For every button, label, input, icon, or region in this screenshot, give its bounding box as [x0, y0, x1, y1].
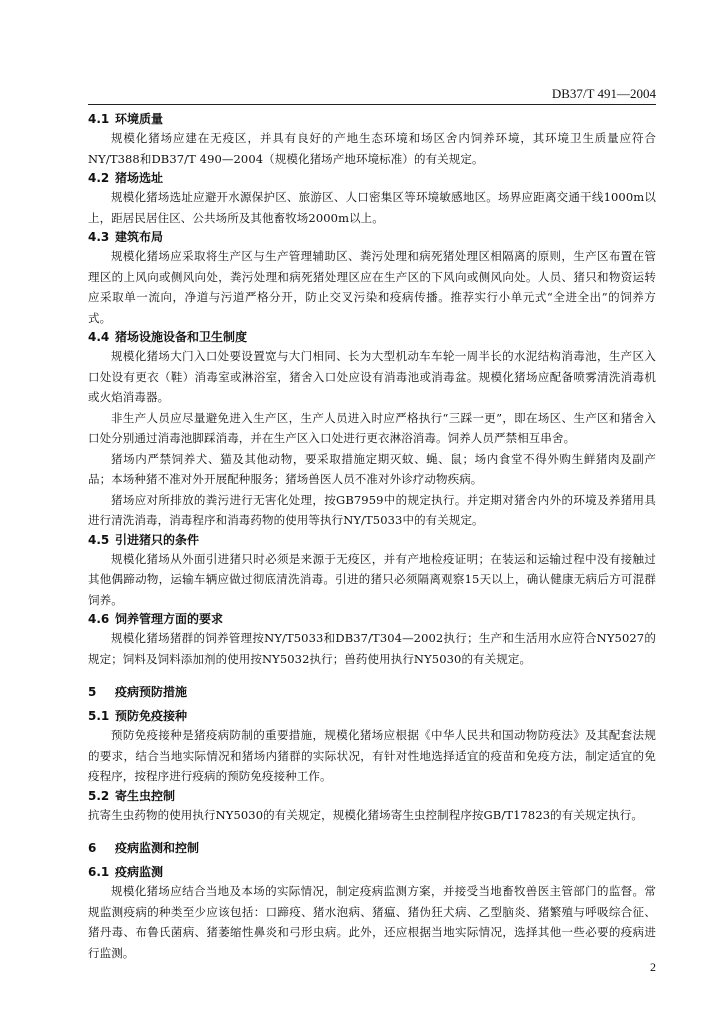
paragraph-s52-0: 抗寄生虫药物的使用执行NY5030的有关规定，规模化猪场寄生虫控制程序按GB/T17823的有关规定执行。: [88, 807, 643, 822]
section-number: 4.3: [88, 230, 110, 244]
section-heading-s6: [88, 839, 656, 857]
section-number: 4.6: [88, 612, 110, 626]
section-heading-s45: [88, 531, 656, 549]
section-number: 4.1: [88, 112, 110, 126]
section-title: 预防免疫接种: [115, 709, 188, 723]
paragraph-s61-0: 规模化猪场应结合当地及本场的实际情况，制定疫病监测方案，并接受当地畜牧兽医主管部门的监督。常规监测疫病的种类至少应该包括：口蹄疫、猪水泡病、猪瘟、猪伪狂犬病、乙型脑炎、猪繁殖与呼吸综合征、猪丹毒、布鲁氏菌病、猪萎缩性鼻炎和弓形虫病。此外，还应根据当地实际情况，选择其他一些必要的疫病进行监测。: [88, 884, 656, 960]
paragraph-s42-0: 规模化猪场选址应避开水源保护区、旅游区、人口密集区等环境敏感地区。场界应距离交通干线1000m以上，距居民居住区、公共场所及其他畜牧场2000m以上。: [88, 190, 656, 225]
standard-code: DB37/T 491—2004: [551, 86, 656, 101]
section-heading-s61: [88, 863, 656, 881]
paragraph-s44-2: 猪场内严禁饲养犬、猫及其他动物，要采取措施定期灭蚊、蝇、鼠；场内食堂不得外购生鲜猪肉及副产品；本场种猪不准对外开展配种服务；猪场兽医人员不准对外诊疗动物疾病。: [88, 451, 656, 486]
header-rule: [88, 104, 656, 105]
section-number: 6: [88, 841, 97, 855]
section-heading-s42: [88, 169, 656, 187]
section-heading-s46: [88, 610, 656, 628]
section-number: 5.1: [88, 709, 110, 723]
section-heading-s51: [88, 707, 656, 725]
section-title: 疫病预防措施: [115, 685, 188, 699]
section-number: 4.4: [88, 330, 110, 344]
paragraph-s41-0: 规模化猪场应建在无疫区，并具有良好的产地生态环境和场区舍内饲养环境，其环境卫生质量应符合NY/T388和DB37/T 490—2004（规模化猪场产地环境标准）的有关规定。: [88, 131, 656, 166]
section-title: 饲养管理方面的要求: [115, 612, 224, 626]
section-title: 猪场设施设备和卫生制度: [115, 330, 248, 344]
section-number: 6.1: [88, 865, 110, 879]
section-heading-s5: [88, 683, 656, 701]
section-number: 5.2: [88, 788, 110, 803]
paragraph-s44-3: 猪场应对所排放的粪污进行无害化处理，按GB7959中的规定执行。并定期对猪舍内外的环境及养猪用具进行清洗消毒，消毒程序和消毒药物的使用等执行NY/T5033中的有关规定。: [88, 492, 656, 527]
section-title: 环境质量: [115, 112, 164, 126]
paragraph-s45-0: 规模化猪场从外面引进猪只时必须是来源于无疫区，并有产地检疫证明；在装运和运输过程中没有接触过其他偶蹄动物，运输车辆应做过彻底清洗消毒。引进的猪只必须隔离观察15天以上，确认健康无病后方可混群饲养。: [88, 551, 656, 607]
section-title: 寄生虫控制: [115, 788, 176, 803]
section-heading-s43: [88, 228, 656, 246]
section-number: 4.5: [88, 532, 110, 547]
document-body: [88, 110, 656, 963]
section-heading-s52: [88, 787, 656, 805]
paragraph-s43-0: 规模化猪场应采取将生产区与生产管理辅助区、粪污处理和病死猪处理区相隔离的原则，生产区布置在管理区的上风向或侧风向处，粪污处理和病死猪处理区应在生产区的下风向或侧风向处。人员、猪只和物资运转应采取单一流向，净道与污道严格分开，防止交叉污染和疫病传播。推荐实行小单元式“全进全出”的饲养方式。: [88, 249, 656, 325]
section-title: 建筑布局: [115, 230, 164, 244]
section-title: 引进猪只的条件: [115, 532, 200, 547]
section-number: 5: [88, 685, 97, 699]
section-title: 疫病监测: [115, 865, 164, 879]
paragraph-s44-1: 非生产人员应尽量避免进入生产区，生产人员进入时应严格执行“三踩一更”，即在场区、生产区和猪舍入口处分别通过消毒池脚踩消毒，并在生产区入口处进行更衣淋浴消毒。饲养人员严禁相互串舍。: [88, 410, 656, 445]
section-title: 疫病监测和控制: [115, 841, 200, 855]
paragraph-s51-0: 预防免疫接种是猪疫病防制的重要措施，规模化猪场应根据《中华人民共和国动物防疫法》及其配套法规的要求，结合当地实际情况和猪场内猪群的实际状况，有针对性地选择适宜的疫苗和免疫方法，制定适宜的免疫程序，按程序进行疫病的预防免疫接种工作。: [88, 728, 656, 783]
page-number: 2: [650, 960, 656, 974]
section-heading-s44: [88, 328, 656, 346]
section-number: 4.2: [88, 171, 110, 185]
section-heading-s41: [88, 110, 656, 128]
paragraph-s46-0: 规模化猪场猪群的饲养管理按NY/T5033和DB37/T304—2002执行；生产和生活用水应符合NY5027的规定；饲料及饲料添加剂的使用按NY5032执行；兽药使用执行NY5030的有关规定。: [88, 631, 656, 666]
paragraph-s44-0: 规模化猪场大门入口处要设置宽与大门相同、长为大型机动车车轮一周半长的水泥结构消毒池，生产区入口处设有更衣（鞋）消毒室或淋浴室，猪舍入口处应设有消毒池或消毒盆。规模化猪场应配备喷雾清洗消毒机或火焰消毒器。: [88, 349, 656, 404]
section-title: 猪场选址: [115, 171, 164, 185]
